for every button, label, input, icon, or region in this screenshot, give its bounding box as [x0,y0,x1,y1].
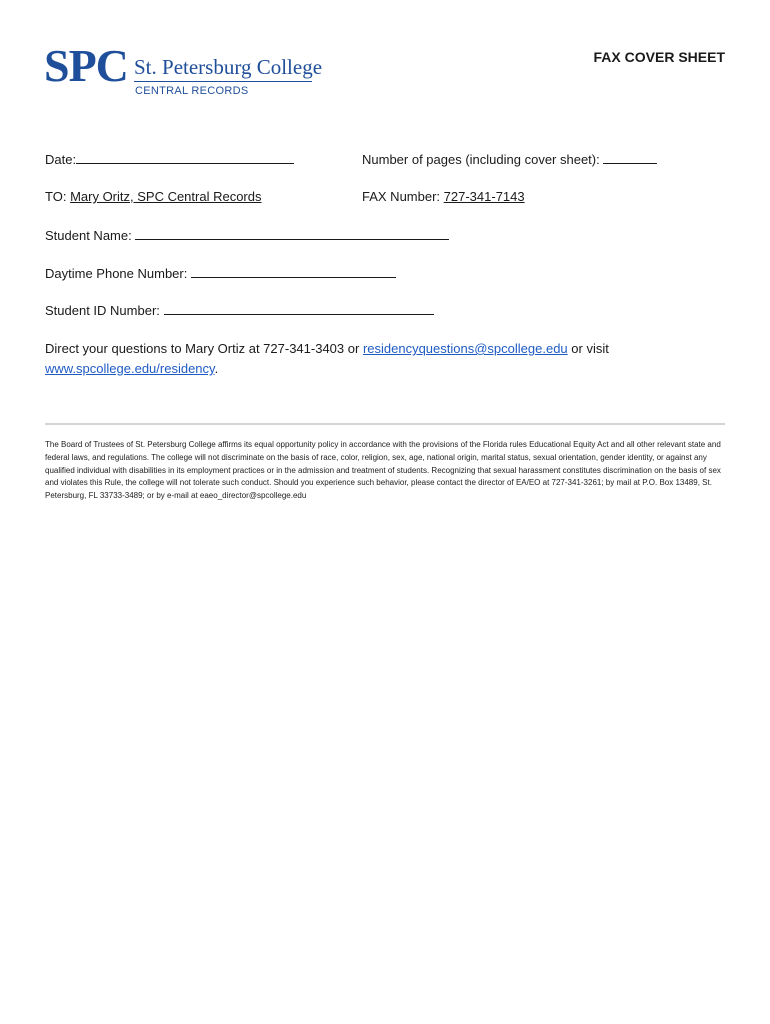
fax-number-label: FAX Number: [362,189,441,204]
fax-number-field [362,188,525,206]
residency-email-link[interactable]: residencyquestions@spcollege.edu [362,341,568,356]
to-label: TO: [45,189,67,204]
logo-abbreviation: SPC [44,40,128,91]
pages-field [362,150,657,169]
student-id-blank[interactable] [164,301,434,315]
phone-field [45,264,396,283]
pages-label: Number of pages (including cover sheet): [362,152,600,167]
document-title: FAX COVER SHEET [593,49,725,65]
logo-divider [134,81,312,82]
student-name-field [45,226,449,245]
date-blank[interactable] [76,150,294,164]
directions-paragraph [45,339,685,379]
section-divider [45,423,725,425]
student-id-field [45,301,434,320]
phone-label: Daytime Phone Number: [45,266,188,281]
date-field [45,150,294,169]
date-label: Date: [45,152,77,167]
equal-opportunity-statement: The Board of Trustees of St. Petersburg College affirms its equal opportunity policy in accordance with the provisions of the Florida rules Educational Equity Act and all other relevant state and federal laws, and regulations. The college will not discriminate on the basis of race, color, religion, sex, age, national origin, marital status, sexual orientation, gender identity, or against any qualified individual with disabilities in its employment practices or in the admission and treatment of students. Recognizing that sexual harassment constitutes discrimination on the basis of sex and violates this Rule, the college will not tolerate such conduct. Should you experience such behavior, please contact the director of EA/EO at 727-341-3261; by mail at P.O. Box 13489, St. Petersburg, FL 33733-3489; or by e-mail at eaeo_director@spcollege.edu [45,440,721,501]
directions-text-middle: or visit [571,341,609,356]
logo-department: CENTRAL RECORDS [135,85,249,97]
directions-text-before: Direct your questions to Mary Ortiz at 727-341-3403 or [45,341,360,356]
logo-college-name: St. Petersburg College [134,55,323,79]
directions-text-after: . [214,361,219,376]
spc-logo [44,40,323,102]
pages-blank[interactable] [603,150,657,164]
student-name-label: Student Name: [45,228,132,243]
fax-number-value: 727-341-7143 [443,189,525,204]
to-value: Mary Oritz, SPC Central Records [70,189,262,204]
to-field [45,188,262,206]
student-id-label: Student ID Number: [45,303,160,318]
student-name-blank[interactable] [135,226,449,240]
phone-blank[interactable] [191,264,396,278]
residency-website-link[interactable]: www.spcollege.edu/residency [45,361,215,376]
